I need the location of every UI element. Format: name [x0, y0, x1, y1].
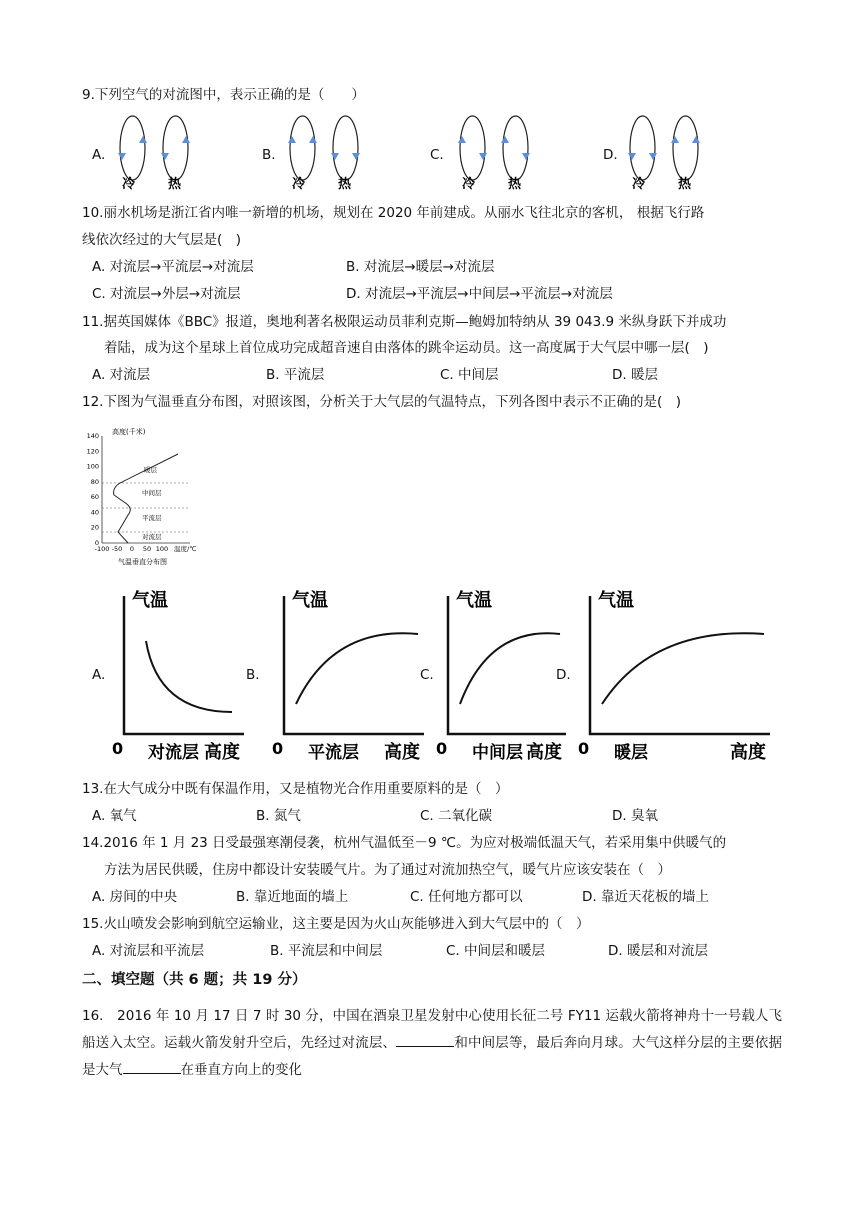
q14-stem-line2: 方法为居民供暖，住房中都设计安装暖气片。为了通过对流加热空气，暖气片应该安装在（ ）: [104, 862, 671, 878]
hot-label: 热: [678, 177, 692, 192]
q14-stem-line1: 14.2016 年 1 月 23 日受最强寒潮侵袭，杭州气温低至－9 ℃。为应对极端低温天气，若采用集中供暖气的: [82, 835, 727, 851]
q9-stem: 9.下列空气的对流图中，表示正确的是（ ）: [82, 87, 365, 103]
graph-axes: [448, 596, 566, 734]
convection-loop: [120, 116, 145, 180]
q15-option-a: A. 对流层和平流层: [92, 943, 205, 959]
graph-ylabel: 气温: [456, 590, 492, 611]
graph-axes: [590, 596, 770, 734]
cold-label: 冷: [462, 177, 476, 192]
q14-option-d: D. 靠近天花板的墙上: [582, 889, 709, 905]
hot-label: 热: [508, 177, 522, 192]
q16-text: [82, 1003, 782, 1084]
arrow-up-icon: [671, 136, 679, 143]
q12-option-d-label: D.: [556, 667, 571, 683]
arrow-down-icon: [649, 153, 657, 160]
graph-curve: [146, 641, 232, 712]
cold-label: 冷: [292, 177, 306, 192]
section2-title: 二、填空题（共 6 题；共 19 分）: [82, 972, 307, 988]
q13-option-d: D. 臭氧: [612, 808, 658, 824]
q12-option-c-label: C.: [420, 667, 434, 683]
q14-option-b: B. 靠近地面的墙上: [236, 889, 349, 905]
figure-y-ticks: [87, 432, 99, 547]
hot-label: 热: [338, 177, 352, 192]
graph-layer-label: 平流层: [308, 743, 359, 763]
arrow-down-icon: [522, 153, 530, 160]
q15-stem: 15.火山喷发会影响到航空运输业，这主要是因为火山灰能够进入到大气层中的（ ）: [82, 916, 590, 932]
cold-label: 冷: [632, 177, 646, 192]
q10-stem-line2: 线依次经过的大气层是( ): [82, 232, 242, 248]
graph-curve: [602, 633, 764, 704]
temperature-vertical-distribution-figure: [78, 422, 228, 570]
graph-axes: [124, 596, 244, 734]
q12-option-b-label: B.: [246, 667, 260, 683]
q15-option-b: B. 平流层和中间层: [270, 943, 383, 959]
q16-part3: 在垂直方向上的变化: [180, 1062, 302, 1078]
q13-option-b: B. 氮气: [256, 808, 301, 824]
q9-option-d-label: D.: [603, 147, 618, 163]
figure-y-tick: 60: [90, 493, 99, 502]
q13-option-a: A. 氧气: [92, 808, 137, 824]
layer-label-troposphere: 对流层: [142, 533, 162, 541]
graph-xlabel: 高度: [526, 742, 562, 763]
q9-convection-figure-d: [618, 112, 710, 192]
convection-loop: [673, 116, 698, 180]
graph-layer-label: 中间层: [472, 743, 523, 763]
q10-option-a: A. 对流层→平流层→对流层: [92, 259, 254, 275]
arrow-down-icon: [628, 153, 636, 160]
figure-y-tick: 80: [90, 477, 99, 486]
figure-xlabel: 温度/℃: [174, 545, 197, 553]
arrow-up-icon: [458, 136, 466, 143]
arrow-down-icon: [118, 153, 126, 160]
graph-ylabel: 气温: [598, 590, 634, 611]
graph-curve: [296, 633, 418, 704]
q12-graph-d: [574, 588, 804, 763]
q9-option-b-label: B.: [262, 147, 276, 163]
figure-ylabel: 高度(千米): [112, 428, 146, 436]
cold-label: 冷: [122, 177, 136, 192]
graph-layer-label: 对流层: [148, 743, 199, 763]
graph-axes: [284, 596, 424, 734]
figure-x-ticks: [95, 545, 169, 553]
q10-option-b: B. 对流层→暖层→对流层: [346, 259, 495, 275]
figure-caption: 气温垂直分布图: [118, 558, 167, 566]
graph-origin: 0: [578, 739, 590, 758]
arrow-up-icon: [692, 136, 700, 143]
q16-part2: 和中间层等，最后奔向月球。大气这样分层的主要依据是大气: [82, 1035, 783, 1078]
graph-layer-label: 暖层: [614, 743, 648, 763]
figure-y-tick: 20: [90, 523, 99, 532]
graph-xlabel: 高度: [730, 742, 766, 763]
q15-option-c: C. 中间层和暖层: [446, 943, 546, 959]
q10-option-c: C. 对流层→外层→对流层: [92, 286, 241, 302]
convection-loop: [163, 116, 188, 180]
layer-label-mesosphere: 中间层: [142, 489, 162, 497]
arrow-down-icon: [331, 153, 339, 160]
q11-stem-line1: 11.据英国媒体《BBC》报道，奥地利著名极限运动员菲利克斯—鲍姆加特纳从 39 043.9 米纵身跃下并成功: [82, 314, 727, 330]
q9-convection-figure-c: [448, 112, 540, 192]
figure-y-tick: 0: [94, 539, 99, 547]
q13-stem: 13.在大气成分中既有保温作用，又是植物光合作用重要原料的是（ ）: [82, 781, 509, 797]
figure-x-tick: -50: [111, 545, 123, 553]
graph-xlabel: 高度: [384, 742, 420, 763]
arrow-down-icon: [479, 153, 487, 160]
hot-label: 热: [168, 177, 182, 192]
q12-stem: 12.下图为气温垂直分布图，对照该图，分析关于大气层的气温特点，下列各图中表示不正确的是( ): [82, 394, 682, 410]
q14-option-c: C. 任何地方都可以: [410, 889, 523, 905]
figure-y-tick: 140: [86, 432, 99, 440]
arrow-up-icon: [182, 136, 190, 143]
graph-xlabel: 高度: [204, 742, 240, 763]
convection-loop: [290, 116, 315, 180]
arrow-down-icon: [352, 153, 360, 160]
graph-ylabel: 气温: [132, 590, 168, 611]
convection-loop: [333, 116, 358, 180]
graph-ylabel: 气温: [292, 590, 328, 611]
q9-convection-figure-b: [278, 112, 370, 192]
q16-part1: 16. 2016 年 10 月 17 日 7 时 30 分，中国在酒泉卫星发射中心使用长征二号 FY11 运载火箭将神舟十一号载人飞船送入太空。运载火箭发射升空后，先经过对流层、: [82, 1008, 782, 1051]
figure-y-tick: 100: [86, 462, 99, 471]
graph-origin: 0: [112, 739, 124, 758]
q9-convection-figure-a: [108, 112, 200, 192]
q11-option-d: D. 暖层: [612, 367, 658, 383]
q16-blank-2: [123, 1059, 181, 1074]
q10-option-d: D. 对流层→平流层→中间层→平流层→对流层: [346, 286, 613, 302]
figure-x-tick: 50: [142, 545, 152, 553]
figure-x-tick: 100: [155, 545, 169, 553]
q12-option-a-label: A.: [92, 667, 106, 683]
convection-loop: [503, 116, 528, 180]
convection-loop: [630, 116, 655, 180]
layer-label-thermosphere: 暖层: [144, 466, 157, 474]
q11-option-b: B. 平流层: [266, 367, 325, 383]
q13-option-c: C. 二氧化碳: [420, 808, 493, 824]
convection-loop: [460, 116, 485, 180]
figure-y-tick: 120: [86, 447, 99, 456]
q11-stem-line2: 着陆，成为这个星球上首位成功完成超音速自由落体的跳伞运动员。这一高度属于大气层中哪一层( ): [104, 340, 709, 356]
arrow-up-icon: [309, 136, 317, 143]
arrow-up-icon: [288, 136, 296, 143]
q11-option-a: A. 对流层: [92, 367, 151, 383]
figure-x-tick: -100: [94, 545, 110, 553]
arrow-up-icon: [139, 136, 147, 143]
q14-option-a: A. 房间的中央: [92, 889, 178, 905]
q9-option-a-label: A.: [92, 147, 106, 163]
figure-y-tick: 40: [90, 508, 99, 517]
q9-option-c-label: C.: [430, 147, 444, 163]
graph-origin: 0: [436, 739, 448, 758]
q15-option-d: D. 暖层和对流层: [608, 943, 708, 959]
q10-stem-line1: 10.丽水机场是浙江省内唯一新增的机场，规划在 2020 年前建成。从丽水飞往北京的客机， 根据飞行路: [82, 205, 705, 221]
graph-origin: 0: [272, 739, 284, 758]
arrow-up-icon: [501, 136, 509, 143]
q11-option-c: C. 中间层: [440, 367, 499, 383]
q16-blank-1: [396, 1032, 454, 1047]
layer-label-stratosphere: 平流层: [142, 514, 162, 522]
arrow-down-icon: [161, 153, 169, 160]
graph-curve: [460, 633, 560, 704]
figure-x-tick: 0: [129, 545, 135, 553]
